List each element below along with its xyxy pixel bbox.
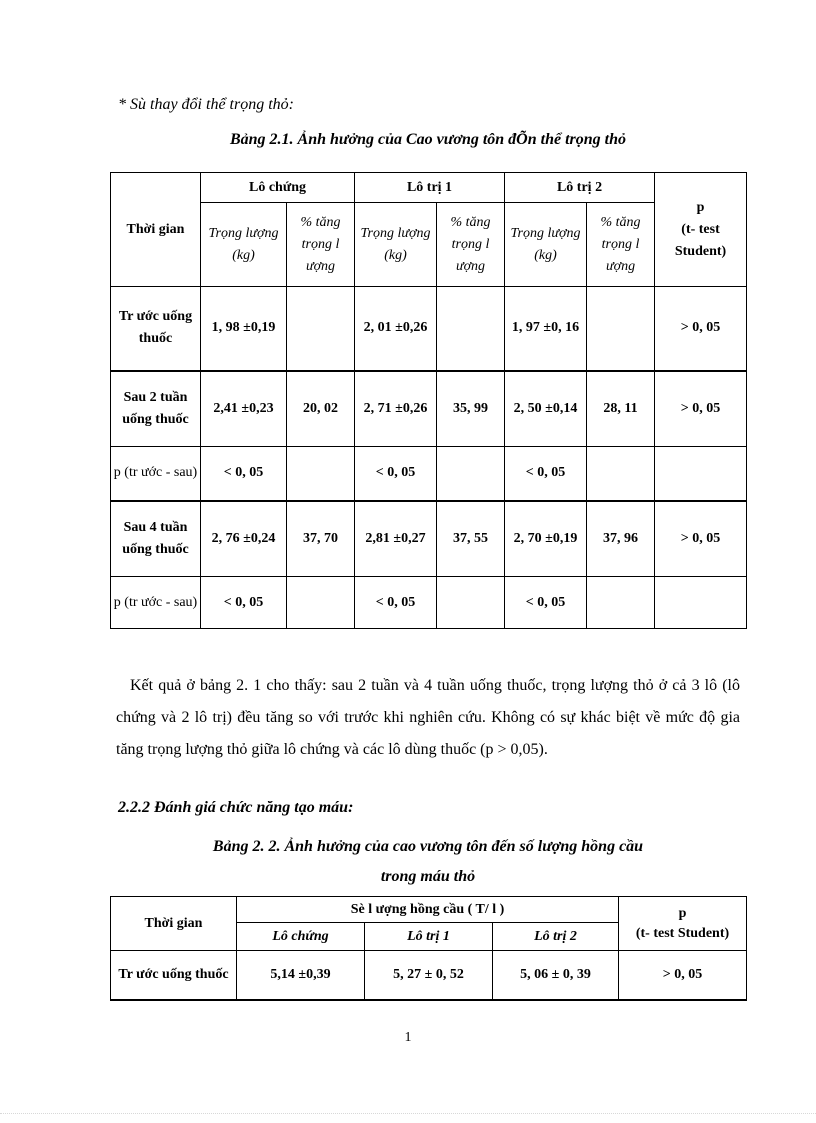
cell-pct-treat1: 37, 55 xyxy=(437,501,505,577)
cell-p xyxy=(655,577,747,629)
cell-weight-control: 2, 76 ±0,24 xyxy=(201,501,287,577)
cell-p: > 0, 05 xyxy=(655,371,747,447)
cell-pct-treat1 xyxy=(437,577,505,629)
t2-header-p-label: p xyxy=(678,905,687,921)
t2-cell-control: 5,14 ±0,39 xyxy=(237,951,365,1000)
row-time: p (tr ước - sau) xyxy=(111,577,201,629)
table-row xyxy=(111,371,747,447)
cell-weight-control: 1, 98 ±0,19 xyxy=(201,287,287,371)
header-p xyxy=(655,173,747,287)
t2-cell-treat1: 5, 27 ± 0, 52 xyxy=(365,951,493,1000)
t2-header-treat2: Lô trị 2 xyxy=(493,923,619,951)
cell-weight-treat1: 2, 01 ±0,26 xyxy=(355,287,437,371)
cell-pct-treat1 xyxy=(437,287,505,371)
header-weight-treat1: Trọng lượng (kg) xyxy=(355,203,437,287)
table2-red-cells xyxy=(110,896,747,1001)
cell-weight-treat2: 1, 97 ±0, 16 xyxy=(505,287,587,371)
t2-header-control: Lô chứng xyxy=(237,923,365,951)
cell-weight-treat1: 2, 71 ±0,26 xyxy=(355,371,437,447)
header-p-test: (t- test Student) xyxy=(674,221,727,259)
cell-weight-treat2: < 0, 05 xyxy=(505,577,587,629)
cell-weight-control: < 0, 05 xyxy=(201,577,287,629)
cell-pct-control: 37, 70 xyxy=(287,501,355,577)
table-row xyxy=(111,577,747,629)
header-pct-treat2: % tăng trọng l ượng xyxy=(587,203,655,287)
t2-cell-p: > 0, 05 xyxy=(619,951,747,1000)
row-time: Sau 2 tuần uống thuốc xyxy=(111,371,201,447)
t2-cell-treat2: 5, 06 ± 0, 39 xyxy=(493,951,619,1000)
cell-pct-treat2: 37, 96 xyxy=(587,501,655,577)
t2-header-p xyxy=(619,897,747,951)
cell-pct-treat2 xyxy=(587,577,655,629)
header-pct-control: % tăng trọng l ượng xyxy=(287,203,355,287)
cell-pct-treat2: 28, 11 xyxy=(587,371,655,447)
row-time: Sau 4 tuần uống thuốc xyxy=(111,501,201,577)
header-lo-tri-2: Lô trị 2 xyxy=(505,173,655,203)
cell-p: > 0, 05 xyxy=(655,501,747,577)
table1-body-weight xyxy=(110,172,747,629)
section-note: * Sù thay đổi thể trọng thỏ: xyxy=(118,96,294,113)
page-bottom-divider xyxy=(0,1113,816,1114)
cell-pct-control xyxy=(287,287,355,371)
cell-weight-treat2: < 0, 05 xyxy=(505,447,587,501)
subheading: 2.2.2 Đánh giá chức năng tạo máu: xyxy=(118,799,354,816)
header-time: Thời gian xyxy=(111,173,201,287)
header-weight-control: Trọng lượng (kg) xyxy=(201,203,287,287)
cell-pct-treat1 xyxy=(437,447,505,501)
cell-pct-treat1: 35, 99 xyxy=(437,371,505,447)
cell-pct-control xyxy=(287,447,355,501)
t2-header-measure: Sè l ượng hồng cầu ( T/ l ) xyxy=(237,897,619,923)
table2-caption-line1: Bảng 2. 2. Ảnh hưởng của cao vương tôn đến số lượng hồng cầu xyxy=(212,838,644,855)
header-lo-chung: Lô chứng xyxy=(201,173,355,203)
cell-weight-treat1: 2,81 ±0,27 xyxy=(355,501,437,577)
table-row xyxy=(111,287,747,371)
cell-weight-treat1: < 0, 05 xyxy=(355,447,437,501)
table2-caption-line2: trong máu thỏ xyxy=(380,868,476,885)
table1-caption: Bảng 2.1. Ảnh hưởng của Cao vương tôn đÕn thể trọng thỏ xyxy=(229,131,626,148)
t2-header-p-test: (t- test Student) xyxy=(635,925,730,941)
cell-p: > 0, 05 xyxy=(655,287,747,371)
table2-caption xyxy=(110,832,746,892)
result-paragraph: Kết quả ở bảng 2. 1 cho thấy: sau 2 tuần và 4 tuần uống thuốc, trọng lượng thỏ ở cả 3 lô (lô chứng và 2 lô trị) đều tăng so với trước khi nghiên cứu. Không có sự khác biệt về mức độ gia tăng trọng lượng thỏ giữa lô chứng và các lô dùng thuốc (p > 0,05). xyxy=(116,677,740,758)
t2-row-time: Tr ước uống thuốc xyxy=(111,951,237,1000)
cell-pct-control: 20, 02 xyxy=(287,371,355,447)
t2-header-time: Thời gian xyxy=(111,897,237,951)
t2-header-treat1: Lô trị 1 xyxy=(365,923,493,951)
cell-weight-control: < 0, 05 xyxy=(201,447,287,501)
table-row xyxy=(111,447,747,501)
header-pct-treat1: % tăng trọng l ượng xyxy=(437,203,505,287)
page-number: 1 xyxy=(404,1030,412,1045)
row-time: Tr ước uống thuốc xyxy=(111,287,201,371)
cell-p xyxy=(655,447,747,501)
table-row xyxy=(111,501,747,577)
cell-weight-treat2: 2, 50 ±0,14 xyxy=(505,371,587,447)
cell-weight-control: 2,41 ±0,23 xyxy=(201,371,287,447)
cell-pct-treat2 xyxy=(587,287,655,371)
cell-weight-treat2: 2, 70 ±0,19 xyxy=(505,501,587,577)
cell-pct-control xyxy=(287,577,355,629)
row-time: p (tr ước - sau) xyxy=(111,447,201,501)
header-weight-treat2: Trọng lượng (kg) xyxy=(505,203,587,287)
table-row xyxy=(111,951,747,1000)
header-lo-tri-1: Lô trị 1 xyxy=(355,173,505,203)
cell-pct-treat2 xyxy=(587,447,655,501)
cell-weight-treat1: < 0, 05 xyxy=(355,577,437,629)
header-p-label: p xyxy=(696,199,705,215)
